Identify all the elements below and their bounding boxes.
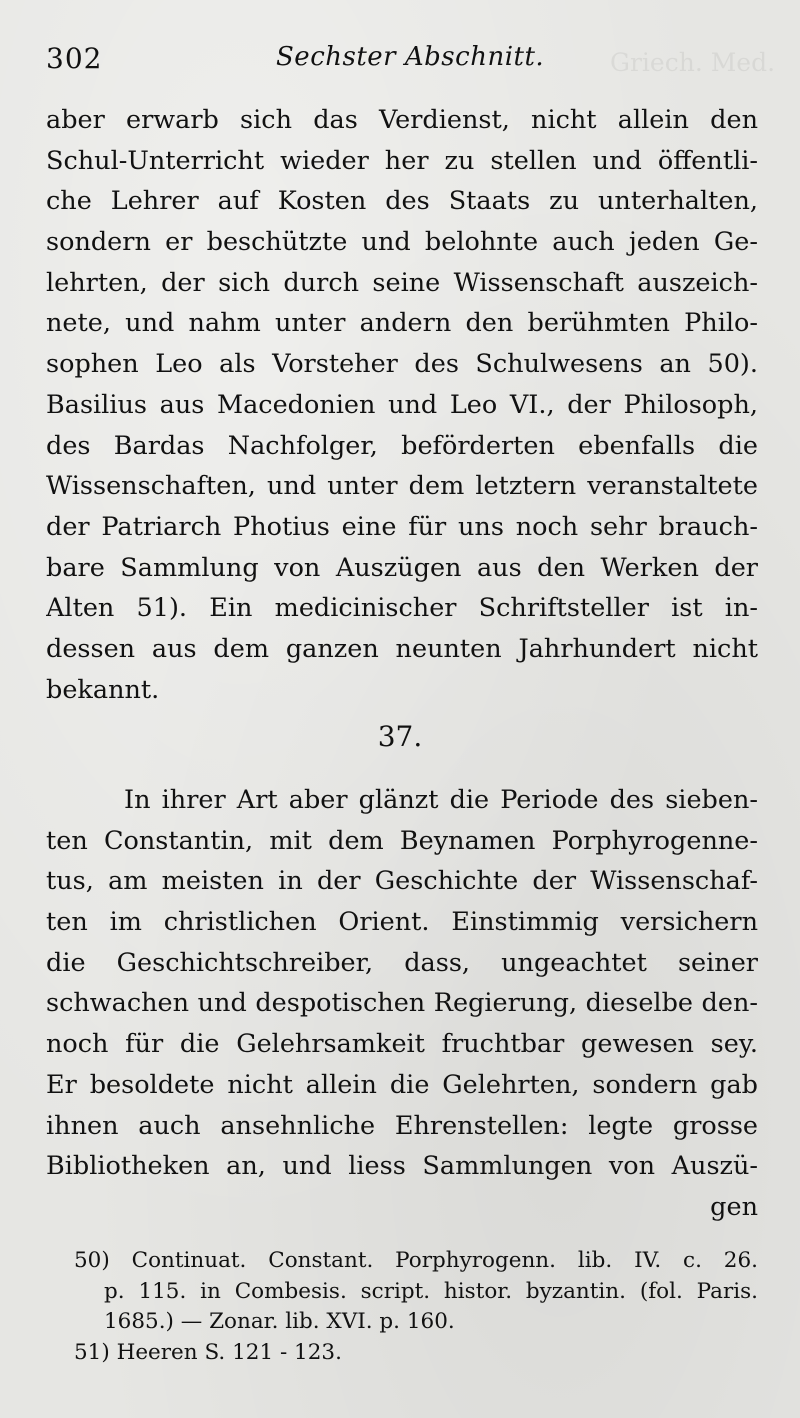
text-line: schwachen und despotischen Regierung, dieselbe den- — [46, 988, 758, 1019]
text-line: Basilius aus Macedonien und Leo VI., der Philosoph, — [46, 389, 758, 420]
text-line: der Patriarch Photius eine für uns noch sehr brauch- — [46, 511, 758, 542]
footnote-50: 50) Continuat. Constant. Porphyrogenn. lib. IV. c. 26. — [74, 1248, 758, 1273]
text-line: Wissenschaften, und unter dem letztern veranstaltete — [46, 471, 758, 502]
text-line: Schul-Unterricht wieder her zu stellen und öffentli- — [46, 145, 758, 176]
text-line: Er besoldete nicht allein die Gelehrten, sondern gab — [46, 1069, 758, 1100]
paragraph-2 — [46, 780, 758, 1228]
text-line: des Bardas Nachfolger, beförderten ebenfalls die — [46, 430, 758, 461]
text-line: aber erwarb sich das Verdienst, nicht allein den — [46, 105, 758, 135]
paragraph-1 — [46, 100, 758, 710]
footnote-50-cont: 1685.) — Zonar. lib. XVI. p. 160. — [104, 1309, 455, 1334]
page-number: 302 — [46, 42, 103, 75]
catchword: gen — [710, 1191, 758, 1222]
text-line: bekannt. — [46, 674, 160, 705]
text-line: nete, und nahm unter andern den berühmten Philo- — [46, 308, 758, 339]
footnote-50-cont: p. 115. in Combesis. script. histor. byzantin. (fol. Paris. — [104, 1278, 758, 1304]
bleed-through-text: Griech. Med. — [610, 48, 776, 77]
text-line: lehrten, der sich durch seine Wissenschaft auszeich- — [46, 267, 758, 298]
footnotes — [74, 1246, 758, 1368]
text-line: sophen Leo als Vorsteher des Schulwesens an 50). — [46, 349, 758, 380]
text-line: tus, am meisten in der Geschichte der Wissenschaf- — [46, 866, 758, 897]
text-line: bare Sammlung von Auszügen aus den Werken der — [46, 552, 758, 583]
text-line: noch für die Gelehrsamkeit fruchtbar gewesen sey. — [46, 1029, 758, 1060]
text-line: Alten 51). Ein medicinischer Schriftsteller ist in- — [46, 593, 758, 624]
text-line: che Lehrer auf Kosten des Staats zu unterhalten, — [46, 186, 758, 217]
text-line: In ihrer Art aber glänzt die Periode des sieben- — [124, 785, 758, 815]
text-line: sondern er beschützte und belohnte auch jeden Ge- — [46, 227, 758, 258]
text-line: die Geschichtschreiber, dass, ungeachtet seiner — [46, 947, 758, 978]
text-line: ihnen auch ansehnliche Ehrenstellen: legte grosse — [46, 1110, 758, 1141]
footnote-51: 51) Heeren S. 121 - 123. — [74, 1339, 342, 1365]
text-line: dessen aus dem ganzen neunten Jahrhundert nicht — [46, 633, 758, 664]
running-head: Sechster Abschnitt. — [276, 42, 545, 72]
text-line: ten im christlichen Orient. Einstimmig versichern — [46, 907, 758, 938]
text-line: Bibliotheken an, und liess Sammlungen von Auszü- — [46, 1151, 758, 1182]
section-number: 37. — [377, 720, 423, 753]
page-header — [46, 42, 766, 82]
text-line: ten Constantin, mit dem Beynamen Porphyrogenne- — [46, 825, 758, 856]
